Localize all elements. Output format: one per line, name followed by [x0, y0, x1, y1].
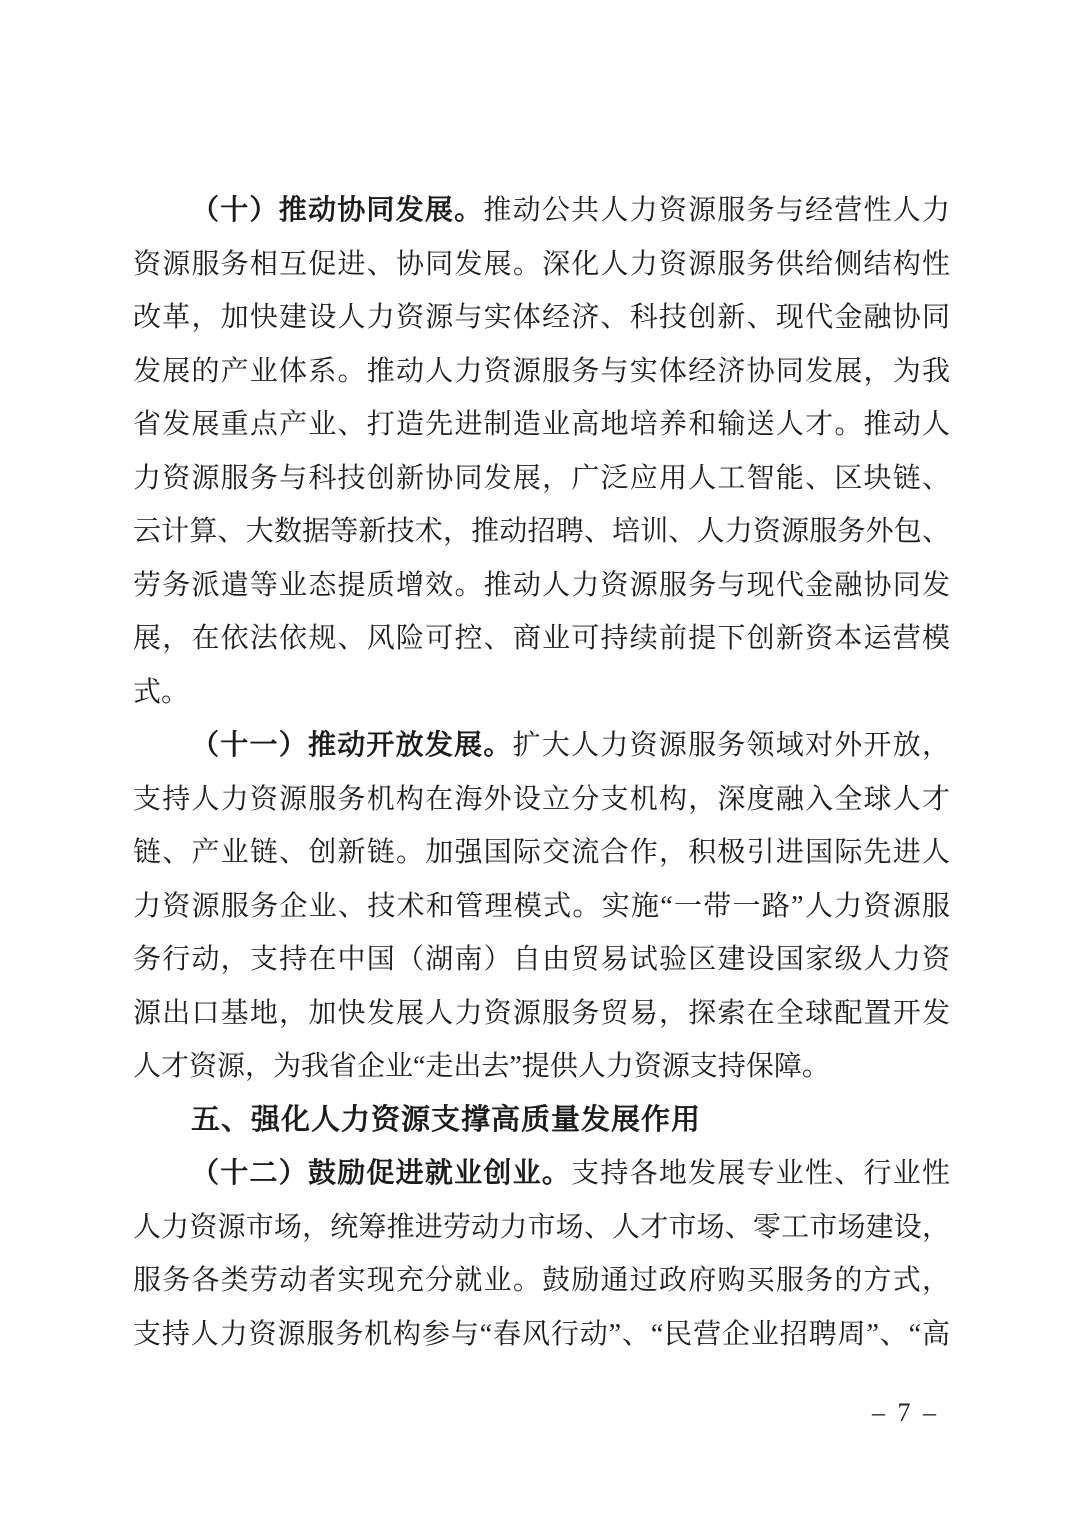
text-segment: 支持人力资源服务机构参与“春风行动”、“民营企业招聘周”、“高 — [133, 1318, 950, 1350]
page-number: – 7 – — [872, 1398, 939, 1427]
text-segment: 支持人力资源服务机构在海外设立分支机构，深度融入全球人才 — [133, 783, 950, 815]
text-segment: 服务各类劳动者实现充分就业。鼓励通过政府购买服务的方式， — [133, 1265, 950, 1296]
text-line — [133, 719, 950, 773]
text-line — [133, 933, 950, 987]
text-segment: 劳务派遣等业态提质增效。推动人力资源服务与现代金融协同发 — [133, 569, 950, 601]
text-segment: 务行动，支持在中国（湖南）自由贸易试验区建设国家级人力资 — [133, 944, 950, 975]
text-segment-bold: 五、强化人力资源支撑高质量发展作用 — [191, 1103, 702, 1136]
text-segment: 资源服务相互促进、协同发展。深化人力资源服务供给侧结构性 — [133, 248, 950, 280]
text-line — [133, 291, 950, 345]
text-line — [133, 398, 950, 452]
text-segment-bold: （十二）鼓励促进就业创业。 — [191, 1158, 572, 1189]
text-segment: 省发展重点产业、打造先进制造业高地培养和输送人才。推动人 — [133, 409, 950, 440]
text-segment: 支持各地发展专业性、行业性 — [571, 1158, 950, 1189]
text-line — [133, 1147, 950, 1201]
text-segment: 改革，加快建设人力资源与实体经济、科技创新、现代金融协同 — [133, 302, 950, 333]
text-line — [133, 1040, 950, 1094]
text-line — [133, 773, 950, 827]
text-segment: 展，在依法依规、风险可控、商业可持续前提下创新资本运营模 — [133, 623, 950, 654]
text-line — [133, 559, 950, 613]
text-line — [133, 345, 950, 399]
text-line — [133, 612, 950, 666]
text-segment: 式。 — [133, 676, 190, 708]
section-heading — [133, 1094, 950, 1148]
text-line — [133, 1201, 950, 1255]
text-segment: 扩大人力资源服务领域对外开放， — [512, 730, 950, 761]
text-line — [133, 880, 950, 934]
text-line — [133, 238, 950, 292]
text-segment: 人才资源，为我省企业“走出去”提供人力资源支持保障。 — [133, 1051, 830, 1082]
text-segment: 链、产业链、创新链。加强国际交流合作，积极引进国际先进人 — [133, 837, 950, 868]
text-segment-bold: （十一）推动开放发展。 — [191, 730, 513, 761]
text-segment: 力资源服务企业、技术和管理模式。实施“一带一路”人力资源服 — [133, 890, 950, 922]
text-segment: 推动公共人力资源服务与经营性人力 — [483, 195, 950, 226]
text-line — [133, 826, 950, 880]
text-segment: 云计算、大数据等新技术，推动招聘、培训、人力资源服务外包、 — [133, 516, 950, 547]
text-line — [133, 1254, 950, 1308]
text-line — [133, 184, 950, 238]
text-line — [133, 666, 950, 720]
text-line — [133, 505, 950, 559]
text-line — [133, 1308, 950, 1362]
text-segment: 力资源服务与科技创新协同发展，广泛应用人工智能、区块链、 — [133, 462, 950, 494]
text-segment: 人力资源市场，统筹推进劳动力市场、人才市场、零工市场建设， — [133, 1211, 950, 1243]
text-segment-bold: （十）推动协同发展。 — [191, 195, 484, 226]
text-segment: 源出口基地，加快发展人力资源服务贸易，探索在全球配置开发 — [133, 997, 950, 1029]
text-segment: 发展的产业体系。推动人力资源服务与实体经济协同发展，为我 — [133, 355, 950, 387]
text-line — [133, 987, 950, 1041]
text-line — [133, 452, 950, 506]
document-body — [133, 184, 950, 1361]
